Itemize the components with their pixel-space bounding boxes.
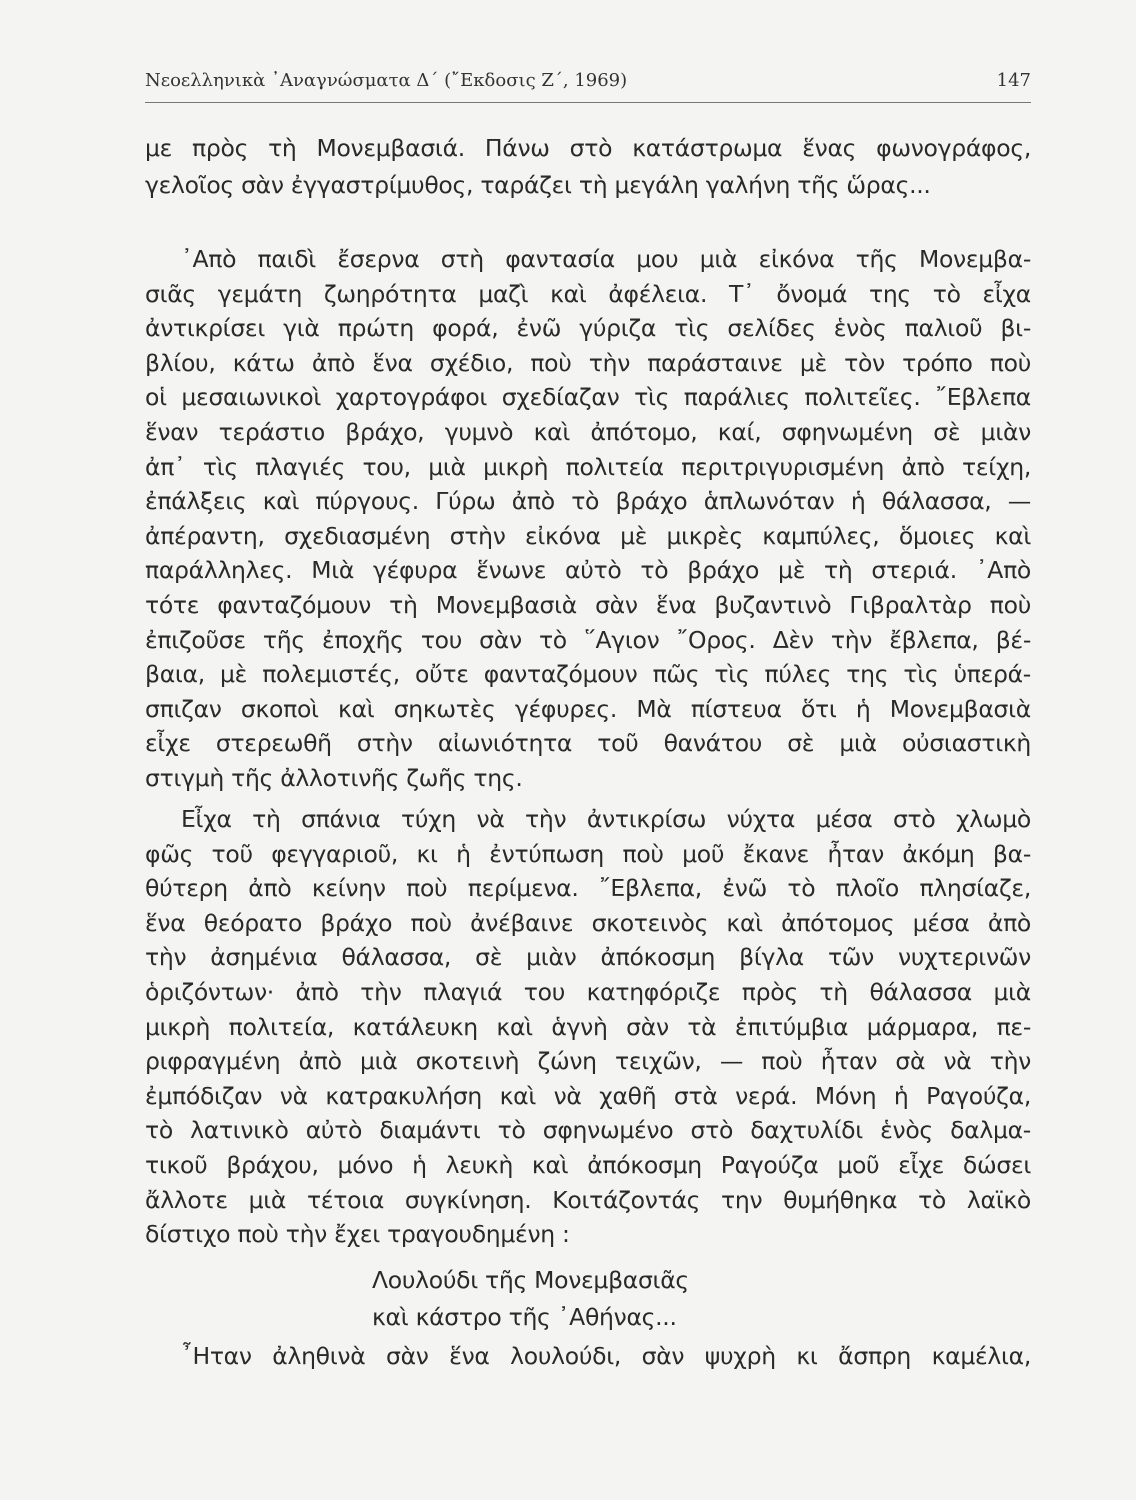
running-header [145, 70, 1031, 100]
text-line: σιᾶς γεμάτη ζωηρότητα μαζὶ καὶ ἀφέλεια. Τ᾿ ὄνομά της τὸ εἶχα [145, 279, 1031, 308]
text-line: οἱ μεσαιωνικοὶ χαρτογράφοι σχεδίαζαν τὶς παράλιες πολιτεῖες. ῎Εβλεπα [145, 383, 1031, 412]
text-line: ῏Ηταν ἀληθινὰ σὰν ἕνα λουλούδι, σὰν ψυχρὴ κι ἄσπρη καμέλια, [181, 1342, 1031, 1370]
paragraph-1 [145, 130, 1031, 204]
text-line: φῶς τοῦ φεγγαριοῦ, κι ἡ ἐντύπωση ποὺ μοῦ ἔκανε ἦταν ἀκόμη βα- [145, 839, 1031, 868]
text-line: παράλληλες. Μιὰ γέφυρα ἕνωνε αὐτὸ τὸ βράχο μὲ τὴ στεριά. ᾿Απὸ [145, 556, 1031, 585]
paragraph-4 [145, 1338, 1031, 1375]
text-line: θύτερη ἀπὸ κείνην ποὺ περίμενα. ῎Εβλεπα, ἐνῶ τὸ πλοῖο πλησίαζε, [145, 874, 1031, 903]
paragraph-2 [145, 242, 1031, 796]
paragraph-3 [145, 802, 1031, 1252]
text-line: ἕνα θεόρατο βράχο ποὺ ἀνέβαινε σκοτεινὸς καὶ ἀπότομος μέσα ἀπὸ [145, 908, 1031, 937]
text-line: ᾿Απὸ παιδὶ ἔσερνα στὴ φαντασία μου μιὰ εἰκόνα τῆς Μονεμβα- [181, 245, 1031, 273]
text-line: ἐπιζοῦσε τῆς ἐποχῆς του σὰν τὸ ῞Αγιον ῎Ορος. Δὲν τὴν ἔβλεπα, βέ- [145, 625, 1031, 654]
header-rule [145, 102, 1031, 103]
text-line: γελοῖος σὰν ἐγγαστρίμυθος, ταράζει τὴ μεγάλη γαλήνη τῆς ὥρας... [145, 171, 931, 199]
verse-couplet [372, 1262, 689, 1336]
text-line: σπιζαν σκοποὶ καὶ σηκωτὲς γέφυρες. Μὰ πίστευα ὅτι ἡ Μονεμβασιὰ [145, 694, 1031, 723]
text-line: δίστιχο ποὺ τὴν ἔχει τραγουδημένη : [145, 1220, 570, 1249]
verse-line-1: Λουλούδι τῆς Μονεμβασιᾶς [372, 1266, 689, 1294]
text-line: ἐμπόδιζαν νὰ κατρακυλήση καὶ νὰ χαθῆ στὰ νερά. Μόνη ἡ Ραγούζα, [145, 1081, 1031, 1110]
text-line: ἄλλοτε μιὰ τέτοια συγκίνηση. Κοιτάζοντάς την θυμήθηκα τὸ λαϊκὸ [145, 1185, 1031, 1214]
text-line: τικοῦ βράχου, μόνο ἡ λευκὴ καὶ ἀπόκοσμη Ραγούζα μοῦ εἶχε δώσει [145, 1150, 1031, 1179]
text-line: ἀπέραντη, σχεδιασμένη στὴν εἰκόνα μὲ μικρὲς καμπύλες, ὅμοιες καὶ [145, 521, 1031, 550]
text-line: μικρὴ πολιτεία, κατάλευκη καὶ ἁγνὴ σὰν τὰ ἐπιτύμβια μάρμαρα, πε- [145, 1012, 1031, 1041]
text-line: ἀντικρίσει γιὰ πρώτη φορά, ἐνῶ γύριζα τὶς σελίδες ἑνὸς παλιοῦ βι- [145, 314, 1031, 343]
text-line: ἀπ᾿ τὶς πλαγιές του, μιὰ μικρὴ πολιτεία περιτριγυρισμένη ἀπὸ τείχη, [145, 452, 1031, 481]
text-line: τὸ λατινικὸ αὐτὸ διαμάντι τὸ σφηνωμένο στὸ δαχτυλίδι ἑνὸς δαλμα- [145, 1116, 1031, 1145]
text-line: με πρὸς τὴ Μονεμβασιά. Πάνω στὸ κατάστρωμα ἕνας φωνογράφος, [145, 134, 1031, 162]
text-line: εἶχε στερεωθῆ στὴν αἰωνιότητα τοῦ θανάτου σὲ μιὰ οὐσιαστικὴ [145, 729, 1031, 758]
text-line: τὴν ἀσημένια θάλασσα, σὲ μιὰν ἀπόκοσμη βίγλα τῶν νυχτερινῶν [145, 943, 1031, 972]
running-title: Νεοελληνικὰ ᾿Αναγνώσματα Δ΄ (῎Εκδοσις Ζ΄, 1969) [145, 70, 628, 91]
text-line: βλίου, κάτω ἀπὸ ἕνα σχέδιο, ποὺ τὴν παράσταινε μὲ τὸν τρόπο ποὺ [145, 348, 1031, 377]
page-number: 147 [996, 70, 1031, 91]
text-line: ἐπάλξεις καὶ πύργους. Γύρω ἀπὸ τὸ βράχο ἁπλωνόταν ἡ θάλασσα, — [145, 487, 1031, 516]
text-line: βαια, μὲ πολεμιστές, οὔτε φανταζόμουν πῶς τὶς πύλες της τὶς ὑπερά- [145, 660, 1031, 689]
verse-line-2: καὶ κάστρο τῆς ᾿Αθήνας... [372, 1303, 677, 1331]
text-line: Εἶχα τὴ σπάνια τύχη νὰ τὴν ἀντικρίσω νύχτα μέσα στὸ χλωμὸ [181, 805, 1031, 833]
text-line: ριφραγμένη ἀπὸ μιὰ σκοτεινὴ ζώνη τειχῶν, — ποὺ ἦταν σὰ νὰ τὴν [145, 1047, 1031, 1076]
text-line: τότε φανταζόμουν τὴ Μονεμβασιὰ σὰν ἕνα βυζαντινὸ Γιβραλτὰρ ποὺ [145, 590, 1031, 619]
text-line: ἕναν τεράστιο βράχο, γυμνὸ καὶ ἀπότομο, καί, σφηνωμένη σὲ μιὰν [145, 417, 1031, 446]
text-line: στιγμὴ τῆς ἀλλοτινῆς ζωῆς της. [145, 763, 523, 792]
text-line: ὁριζόντων· ἀπὸ τὴν πλαγιά του κατηφόριζε πρὸς τὴ θάλασσα μιὰ [145, 977, 1031, 1006]
